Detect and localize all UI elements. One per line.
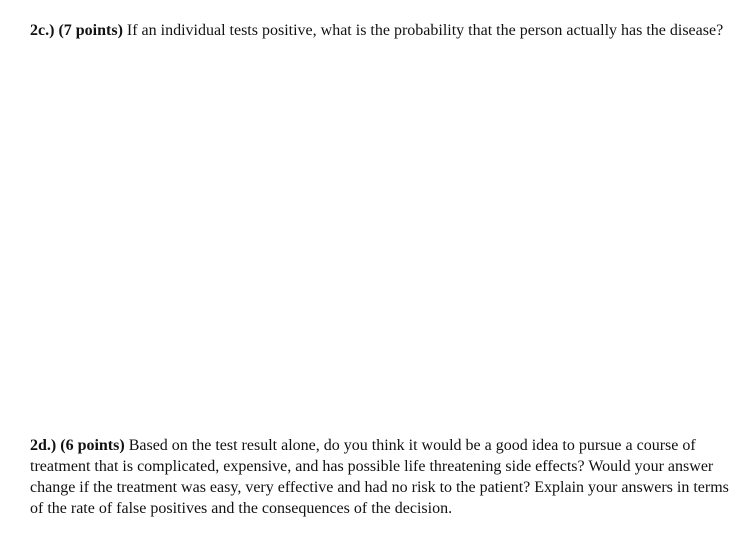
question-points: (6 points) (60, 437, 125, 454)
question-2d (30, 435, 730, 519)
question-text: If an individual tests positive, what is the probability that the person actually has the disease? (126, 22, 724, 39)
question-text: Based on the test result alone, do you think it would be a good idea to pursue a course of treatment that is complicated, expensive, and has possible life threatening side effects? Would your answer change if the treatment was easy, very effective and had no risk to the patient? Explain your answers in terms of the rate of false positives and the consequences of the decision. (30, 437, 729, 517)
question-points: (7 points) (58, 22, 123, 39)
question-number: 2c.) (30, 22, 55, 39)
question-number: 2d.) (30, 437, 57, 454)
question-2c (30, 20, 730, 41)
